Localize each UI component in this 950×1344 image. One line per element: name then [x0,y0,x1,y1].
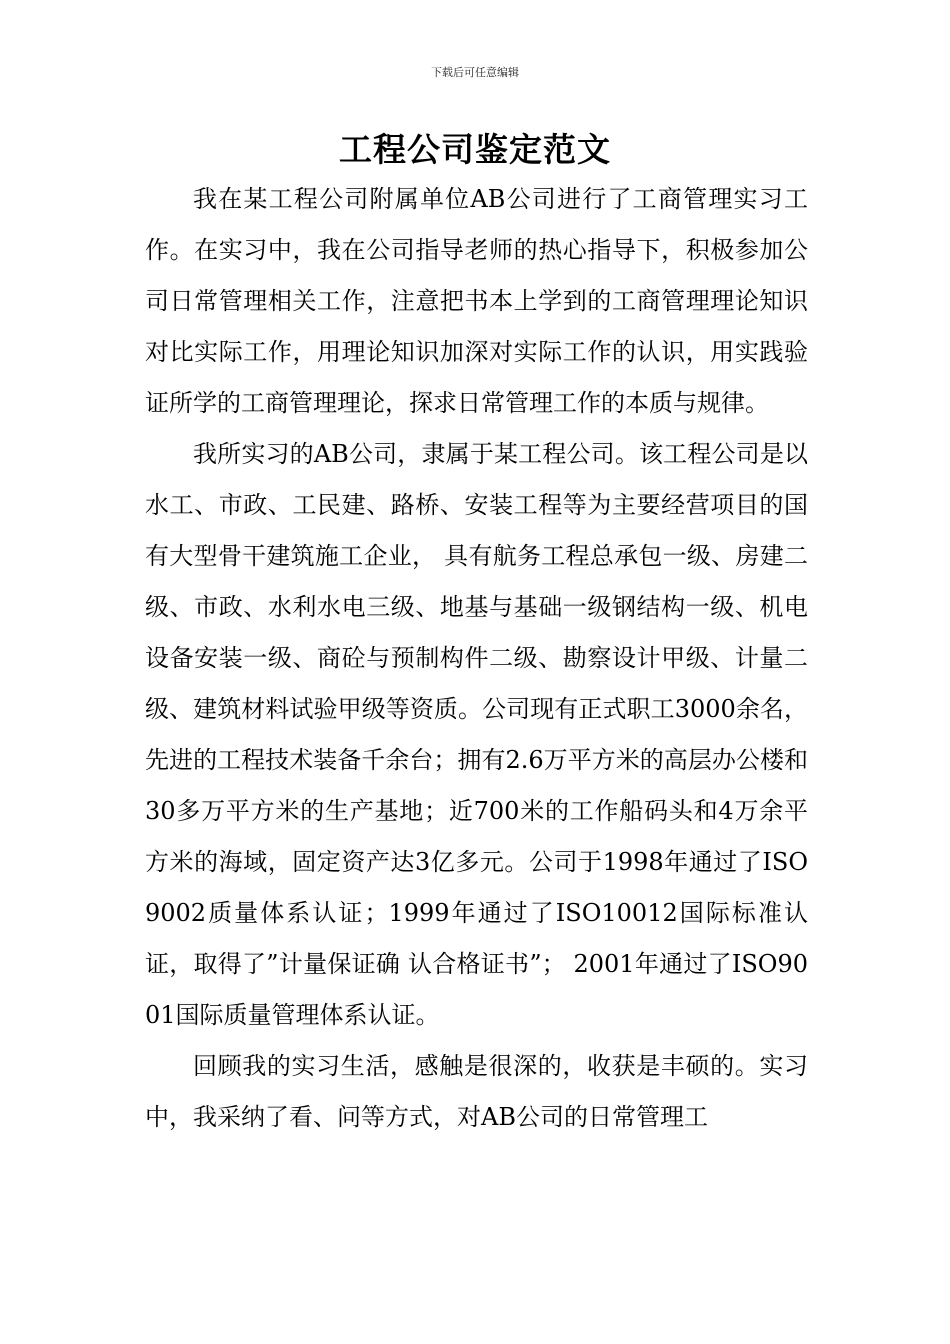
paragraph-reflection: 回顾我的实习生活，感触是很深的，收获是丰硕的。实习中，我采纳了看、问等方式，对AB公司的日常管理工 [145,1052,808,1131]
page-header-note: 下载后可任意编辑 [431,66,519,79]
paragraph-company-profile: 我所实习的AB公司，隶属于某工程公司。该工程公司是以水工、市政、工民建、路桥、安装工程等为主要经营项目的国有大型骨干建筑施工企业， 具有航务工程总承包一级、房建二级、市政、水利水电三级、地基与基础一级钢结构一级、机电设备安装一级、商砼与预制构件二级、勘察设计甲级、计量二级、建筑材料试验甲级等资质。公司现有正式职工3000余名，先进的工程技术装备千余台；拥有2.6万平方米的高层办公楼和30多万平方米的生产基地；近700米的工作船码头和4万余平方米的海域，固定资产达3亿多元。公司于1998年通过了ISO9002质量体系认证；1999年通过了ISO10012国际标准认证，取得了”计量保证确 认合格证书”； 2001年通过了ISO9001国际质量管理体系认证。 [145,440,808,1029]
document-body [145,174,808,1143]
document-title: 工程公司鉴定范文 [339,130,611,169]
paragraph-internship-intro: 我在某工程公司附属单位AB公司进行了工商管理实习工作。在实习中，我在公司指导老师的热心指导下，积极参加公司日常管理相关工作，注意把书本上学到的工商管理理论知识对比实际工作，用理论知识加深对实际工作的认识，用实践验证所学的工商管理理论，探求日常管理工作的本质与规律。 [145,185,808,417]
